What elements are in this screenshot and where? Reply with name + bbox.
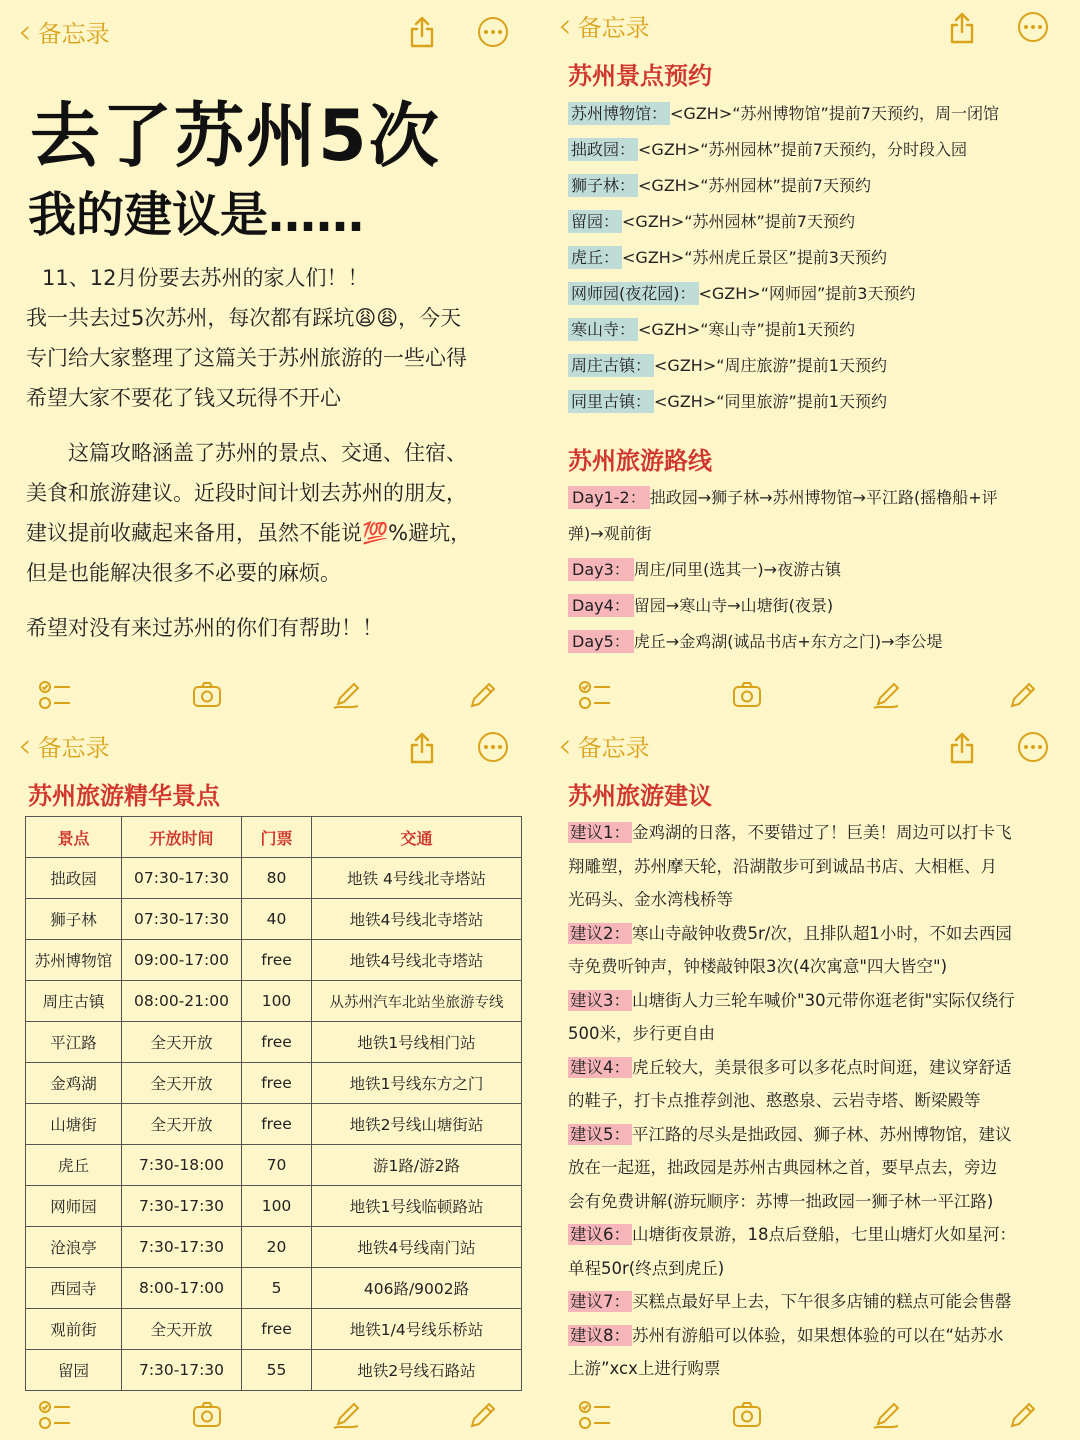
table-row — [26, 1350, 522, 1391]
table-cell: 地铁1号线相门站 — [312, 1022, 522, 1063]
table-cell: free — [242, 940, 312, 981]
table-row — [26, 1145, 522, 1186]
back-label: 备忘录 — [577, 734, 650, 762]
table-cell: 全天开放 — [122, 1063, 242, 1104]
intro-line: 美食和旅游建议。近段时间计划去苏州的朋友， — [26, 481, 467, 505]
table-row — [26, 1268, 522, 1309]
tip-label: 建议8： — [570, 1325, 630, 1345]
reservation-item — [568, 96, 999, 132]
section-title-tips: 苏州旅游建议 — [568, 782, 712, 810]
note-panel-tips — [540, 720, 1080, 1440]
reservation-item — [568, 312, 999, 348]
reservation-item — [568, 132, 999, 168]
tip-item-continued — [568, 1185, 1058, 1219]
tip-item-continued — [568, 883, 1058, 917]
tip-text: 山塘街人力三轮车喊价"30元带你逛老街"实际仅绕行 — [632, 990, 1015, 1010]
reservation-name: 同里古镇： — [568, 390, 654, 413]
reservation-name: 苏州博物馆： — [568, 102, 670, 125]
intro-line: 专门给大家整理了这篇关于苏州旅游的一些心得 — [26, 346, 467, 370]
page-subtitle: 我的建议是…… — [28, 187, 365, 243]
tip-item-continued — [568, 1252, 1058, 1286]
share-icon[interactable] — [948, 732, 976, 764]
chevron-left-icon: ‹ — [18, 11, 32, 52]
tip-item — [568, 816, 1058, 850]
section-title-spots: 苏州旅游精华景点 — [28, 782, 220, 810]
share-icon[interactable] — [408, 732, 436, 764]
reservation-name: 虎丘： — [568, 246, 622, 269]
reservation-name: 周庄古镇： — [568, 354, 654, 377]
route-text: 周庄/同里(选其一)→夜游古镇 — [633, 560, 842, 579]
table-cell: 沧浪亭 — [26, 1227, 122, 1268]
reservation-text: <GZH>“同里旅游”提前1天预约 — [654, 392, 887, 411]
tip-item-continued — [568, 1151, 1058, 1185]
tip-label: 建议7： — [570, 1292, 630, 1311]
table-cell: 地铁2号线山塘街站 — [312, 1104, 522, 1145]
reservation-name: 网师园(夜花园)： — [568, 282, 699, 305]
tip-text: 500米，步行更自由 — [568, 1024, 715, 1043]
reservation-text: <GZH>“周庄旅游”提前1天预约 — [654, 356, 887, 375]
reservation-text: <GZH>“寒山寺”提前1天预约 — [638, 320, 855, 339]
table-cell: 狮子林 — [26, 899, 122, 940]
tip-item — [568, 1051, 1058, 1085]
tip-item-continued — [568, 850, 1058, 884]
column-header: 开放时间 — [122, 817, 242, 858]
table-cell: 虎丘 — [26, 1145, 122, 1186]
tip-text: 会有免费讲解(游玩顺序：苏博一拙政园一狮子林一平江路) — [568, 1191, 994, 1211]
tip-text: 虎丘较大，美景很多可以多花点时间逛，建议穿舒适 — [632, 1057, 1012, 1077]
table-cell: 7:30-17:30 — [122, 1186, 242, 1227]
section-title-routes: 苏州旅游路线 — [568, 447, 712, 475]
table-cell: 网师园 — [26, 1186, 122, 1227]
table-cell: 全天开放 — [122, 1309, 242, 1350]
tip-text: 光码头、金水湾栈桥等 — [568, 890, 733, 909]
markup-pen-icon[interactable] — [870, 678, 904, 712]
table-cell: 拙政园 — [26, 858, 122, 899]
route-item — [568, 552, 1068, 588]
table-cell: 07:30-17:30 — [122, 899, 242, 940]
nav-bar — [0, 0, 540, 64]
column-header: 门票 — [242, 817, 312, 858]
table-cell: 留园 — [26, 1350, 122, 1391]
table-row — [26, 1104, 522, 1145]
nav-bar — [540, 0, 1080, 64]
more-icon[interactable] — [1018, 732, 1048, 762]
table-cell: 地铁 4号线北寺塔站 — [312, 858, 522, 899]
reservation-text: <GZH>“苏州虎丘景区”提前3天预约 — [622, 248, 887, 267]
table-cell: 07:30-17:30 — [122, 858, 242, 899]
tip-text: 寺免费听钟声，钟楼敲钟限3次(4次寓意"四大皆空") — [568, 957, 948, 976]
table-cell: 苏州博物馆 — [26, 940, 122, 981]
reservation-item — [568, 240, 999, 276]
camera-icon[interactable] — [190, 678, 224, 712]
nav-bar — [0, 720, 540, 784]
tip-text: 山塘街夜景游，18点后登船，七里山塘灯火如星河： — [632, 1225, 1016, 1244]
tip-label: 建议3： — [570, 990, 630, 1010]
table-cell: free — [242, 1022, 312, 1063]
route-text-continued: 弹)→观前街 — [568, 524, 652, 543]
table-cell: 地铁4号线南门站 — [312, 1227, 522, 1268]
reservation-text: <GZH>“苏州博物馆”提前7天预约，周一闭馆 — [670, 104, 999, 123]
reservation-list — [568, 96, 999, 420]
compose-icon[interactable] — [466, 678, 500, 712]
route-day: Day4： — [568, 594, 634, 617]
tip-label: 建议5： — [570, 1124, 630, 1144]
table-cell: 西园寺 — [26, 1268, 122, 1309]
table-cell: 观前街 — [26, 1309, 122, 1350]
tip-text: 苏州有游船可以体验，如果想体验的可以在“姑苏水 — [632, 1325, 1004, 1345]
tip-item — [568, 1285, 1058, 1319]
reservation-text: <GZH>“苏州园林”提前7天预约，分时段入园 — [638, 140, 967, 159]
table-row — [26, 981, 522, 1022]
tip-item-continued — [568, 1084, 1058, 1118]
intro-line: 我一共去过5次苏州，每次都有踩坑😩😩，今天 — [26, 306, 462, 330]
intro-line: 但是也能解决很多不必要的麻烦。 — [26, 561, 341, 585]
intro-text — [26, 258, 526, 648]
spots-table — [25, 816, 522, 1391]
route-item — [568, 624, 1068, 660]
table-cell: 山塘街 — [26, 1104, 122, 1145]
table-cell: 地铁4号线北寺塔站 — [312, 899, 522, 940]
table-row — [26, 1309, 522, 1350]
table-row — [26, 899, 522, 940]
table-cell: 20 — [242, 1227, 312, 1268]
table-cell: 周庄古镇 — [26, 981, 122, 1022]
table-cell: 地铁2号线石路站 — [312, 1350, 522, 1391]
table-cell: 5 — [242, 1268, 312, 1309]
table-row — [26, 1227, 522, 1268]
tip-item-continued — [568, 1352, 1058, 1386]
table-cell: 地铁1/4号线乐桥站 — [312, 1309, 522, 1350]
chevron-left-icon: ‹ — [558, 725, 572, 766]
tip-item — [568, 1118, 1058, 1152]
tip-text: 平江路的尽头是拙政园、狮子林、苏州博物馆，建议 — [632, 1124, 1012, 1144]
table-header-row — [26, 817, 522, 858]
back-button[interactable] — [558, 725, 650, 766]
intro-line: 希望对没有来过苏州的你们有帮助！！ — [26, 616, 383, 640]
table-cell: free — [242, 1104, 312, 1145]
section-title-reservations: 苏州景点预约 — [568, 62, 712, 90]
route-item — [568, 588, 1068, 624]
table-cell: 地铁1号线临顿路站 — [312, 1186, 522, 1227]
nav-bar — [540, 720, 1080, 784]
route-text: 虎丘→金鸡湖(诚品书店+东方之门)→李公堤 — [633, 632, 943, 651]
table-cell: 70 — [242, 1145, 312, 1186]
toolbar — [540, 670, 1080, 720]
checklist-icon[interactable] — [578, 1398, 612, 1432]
tip-text: 的鞋子，打卡点推荐剑池、憨憨泉、云岩寺塔、断梁殿等 — [568, 1091, 981, 1110]
table-row — [26, 858, 522, 899]
tip-text: 上游”xcx上进行购票 — [568, 1359, 721, 1378]
markup-pen-icon[interactable] — [870, 1398, 904, 1432]
checklist-icon[interactable] — [578, 678, 612, 712]
back-button[interactable] — [18, 725, 110, 766]
table-cell: 40 — [242, 899, 312, 940]
route-text: 留园→寒山寺→山塘街(夜景) — [633, 596, 834, 615]
back-label: 备忘录 — [37, 20, 110, 48]
page-title: 去了苏州5次 — [30, 95, 441, 177]
table-cell: free — [242, 1309, 312, 1350]
reservation-text: <GZH>“苏州园林”提前7天预约 — [622, 212, 855, 231]
reservation-text: <GZH>“苏州园林”提前7天预约 — [638, 176, 871, 195]
reservation-item — [568, 168, 999, 204]
tip-item — [568, 1218, 1058, 1252]
tip-item — [568, 917, 1058, 951]
table-cell: 100 — [242, 1186, 312, 1227]
note-panel-reservations — [540, 0, 1080, 720]
toolbar — [0, 670, 540, 720]
table-cell: 地铁1号线东方之门 — [312, 1063, 522, 1104]
camera-icon[interactable] — [190, 1398, 224, 1432]
table-cell: 金鸡湖 — [26, 1063, 122, 1104]
route-day: Day3： — [568, 558, 634, 581]
tip-label: 建议4： — [570, 1057, 630, 1077]
tip-text: 翔雕塑，苏州摩天轮，沿湖散步可到诚品书店、大相框、月 — [568, 856, 997, 876]
tip-item — [568, 1319, 1058, 1353]
table-cell: 100 — [242, 981, 312, 1022]
tip-item-continued — [568, 950, 1058, 984]
intro-line: 希望大家不要花了钱又玩得不开心 — [26, 386, 341, 410]
checklist-icon[interactable] — [38, 1398, 72, 1432]
note-panel-intro — [0, 0, 540, 720]
more-icon[interactable] — [478, 732, 508, 762]
back-label: 备忘录 — [577, 14, 650, 42]
column-header: 交通 — [312, 817, 522, 858]
camera-icon[interactable] — [730, 1398, 764, 1432]
table-cell: 7:30-17:30 — [122, 1350, 242, 1391]
tip-text: 单程50r(终点到虎丘) — [568, 1258, 725, 1278]
camera-icon[interactable] — [730, 678, 764, 712]
table-row — [26, 940, 522, 981]
share-icon[interactable] — [948, 12, 976, 44]
markup-pen-icon[interactable] — [330, 1398, 364, 1432]
table-cell: 地铁4号线北寺塔站 — [312, 940, 522, 981]
reservation-item — [568, 384, 999, 420]
table-cell: 8:00-17:00 — [122, 1268, 242, 1309]
tip-text: 放在一起逛，拙政园是苏州古典园林之首，要早点去，旁边 — [568, 1158, 997, 1177]
table-cell: 80 — [242, 858, 312, 899]
tip-label: 建议2： — [570, 923, 630, 943]
intro-line: 这篇攻略涵盖了苏州的景点、交通、住宿、 — [68, 441, 467, 465]
note-panel-spots-table — [0, 720, 540, 1440]
back-label: 备忘录 — [37, 734, 110, 762]
table-cell: 406路/9002路 — [312, 1268, 522, 1309]
reservation-item — [568, 348, 999, 384]
tip-text: 寒山寺敲钟收费5r/次，且排队超1小时，不如去西园 — [632, 923, 1012, 943]
route-day: Day5： — [568, 630, 634, 653]
intro-line: 11、12月份要去苏州的家人们！！ — [42, 266, 369, 290]
toolbar — [0, 1390, 540, 1440]
share-icon[interactable] — [408, 16, 436, 48]
reservation-item — [568, 276, 999, 312]
reservation-name: 寒山寺： — [568, 318, 638, 341]
tip-label: 建议1： — [570, 823, 630, 842]
table-cell: 09:00-17:00 — [122, 940, 242, 981]
route-item — [568, 480, 1068, 516]
route-list — [568, 480, 1068, 660]
toolbar — [540, 1390, 1080, 1440]
route-day: Day1-2： — [568, 486, 650, 509]
back-button[interactable] — [18, 11, 110, 52]
table-cell: 平江路 — [26, 1022, 122, 1063]
chevron-left-icon: ‹ — [558, 5, 572, 46]
table-row — [26, 1022, 522, 1063]
intro-line: 建议提前收藏起来备用，虽然不能说💯%避坑， — [26, 521, 472, 545]
tip-item — [568, 984, 1058, 1018]
back-button[interactable] — [558, 5, 650, 46]
table-cell: 7:30-17:30 — [122, 1227, 242, 1268]
tip-label: 建议6： — [570, 1225, 630, 1244]
reservation-text: <GZH>“网师园”提前3天预约 — [698, 284, 916, 303]
checklist-icon[interactable] — [38, 678, 72, 712]
more-icon[interactable] — [478, 17, 508, 47]
table-cell: 08:00-21:00 — [122, 981, 242, 1022]
more-icon[interactable] — [1018, 12, 1048, 42]
table-cell: 全天开放 — [122, 1104, 242, 1145]
table-cell: 全天开放 — [122, 1022, 242, 1063]
reservation-name: 留园： — [568, 210, 622, 233]
table-cell: free — [242, 1063, 312, 1104]
column-header: 景点 — [26, 817, 122, 858]
compose-icon[interactable] — [1006, 678, 1040, 712]
table-cell: 55 — [242, 1350, 312, 1391]
markup-pen-icon[interactable] — [330, 678, 364, 712]
reservation-name: 狮子林： — [568, 174, 638, 197]
table-row — [26, 1186, 522, 1227]
tip-text: 买糕点最好早上去，下午很多店铺的糕点可能会售罄 — [632, 1292, 1012, 1311]
tips-list — [568, 816, 1058, 1386]
table-row — [26, 1063, 522, 1104]
compose-icon[interactable] — [1006, 1398, 1040, 1432]
tip-item-continued — [568, 1017, 1058, 1051]
reservation-name: 拙政园： — [568, 138, 638, 161]
compose-icon[interactable] — [466, 1398, 500, 1432]
route-text: 拙政园→狮子林→苏州博物馆→平江路(摇橹船+评 — [649, 488, 998, 507]
table-cell: 游1路/游2路 — [312, 1145, 522, 1186]
reservation-item — [568, 204, 999, 240]
table-cell: 从苏州汽车北站坐旅游专线 — [312, 981, 522, 1022]
table-cell: 7:30-18:00 — [122, 1145, 242, 1186]
tip-text: 金鸡湖的日落，不要错过了！巨美！周边可以打卡飞 — [632, 823, 1012, 842]
chevron-left-icon: ‹ — [18, 725, 32, 766]
